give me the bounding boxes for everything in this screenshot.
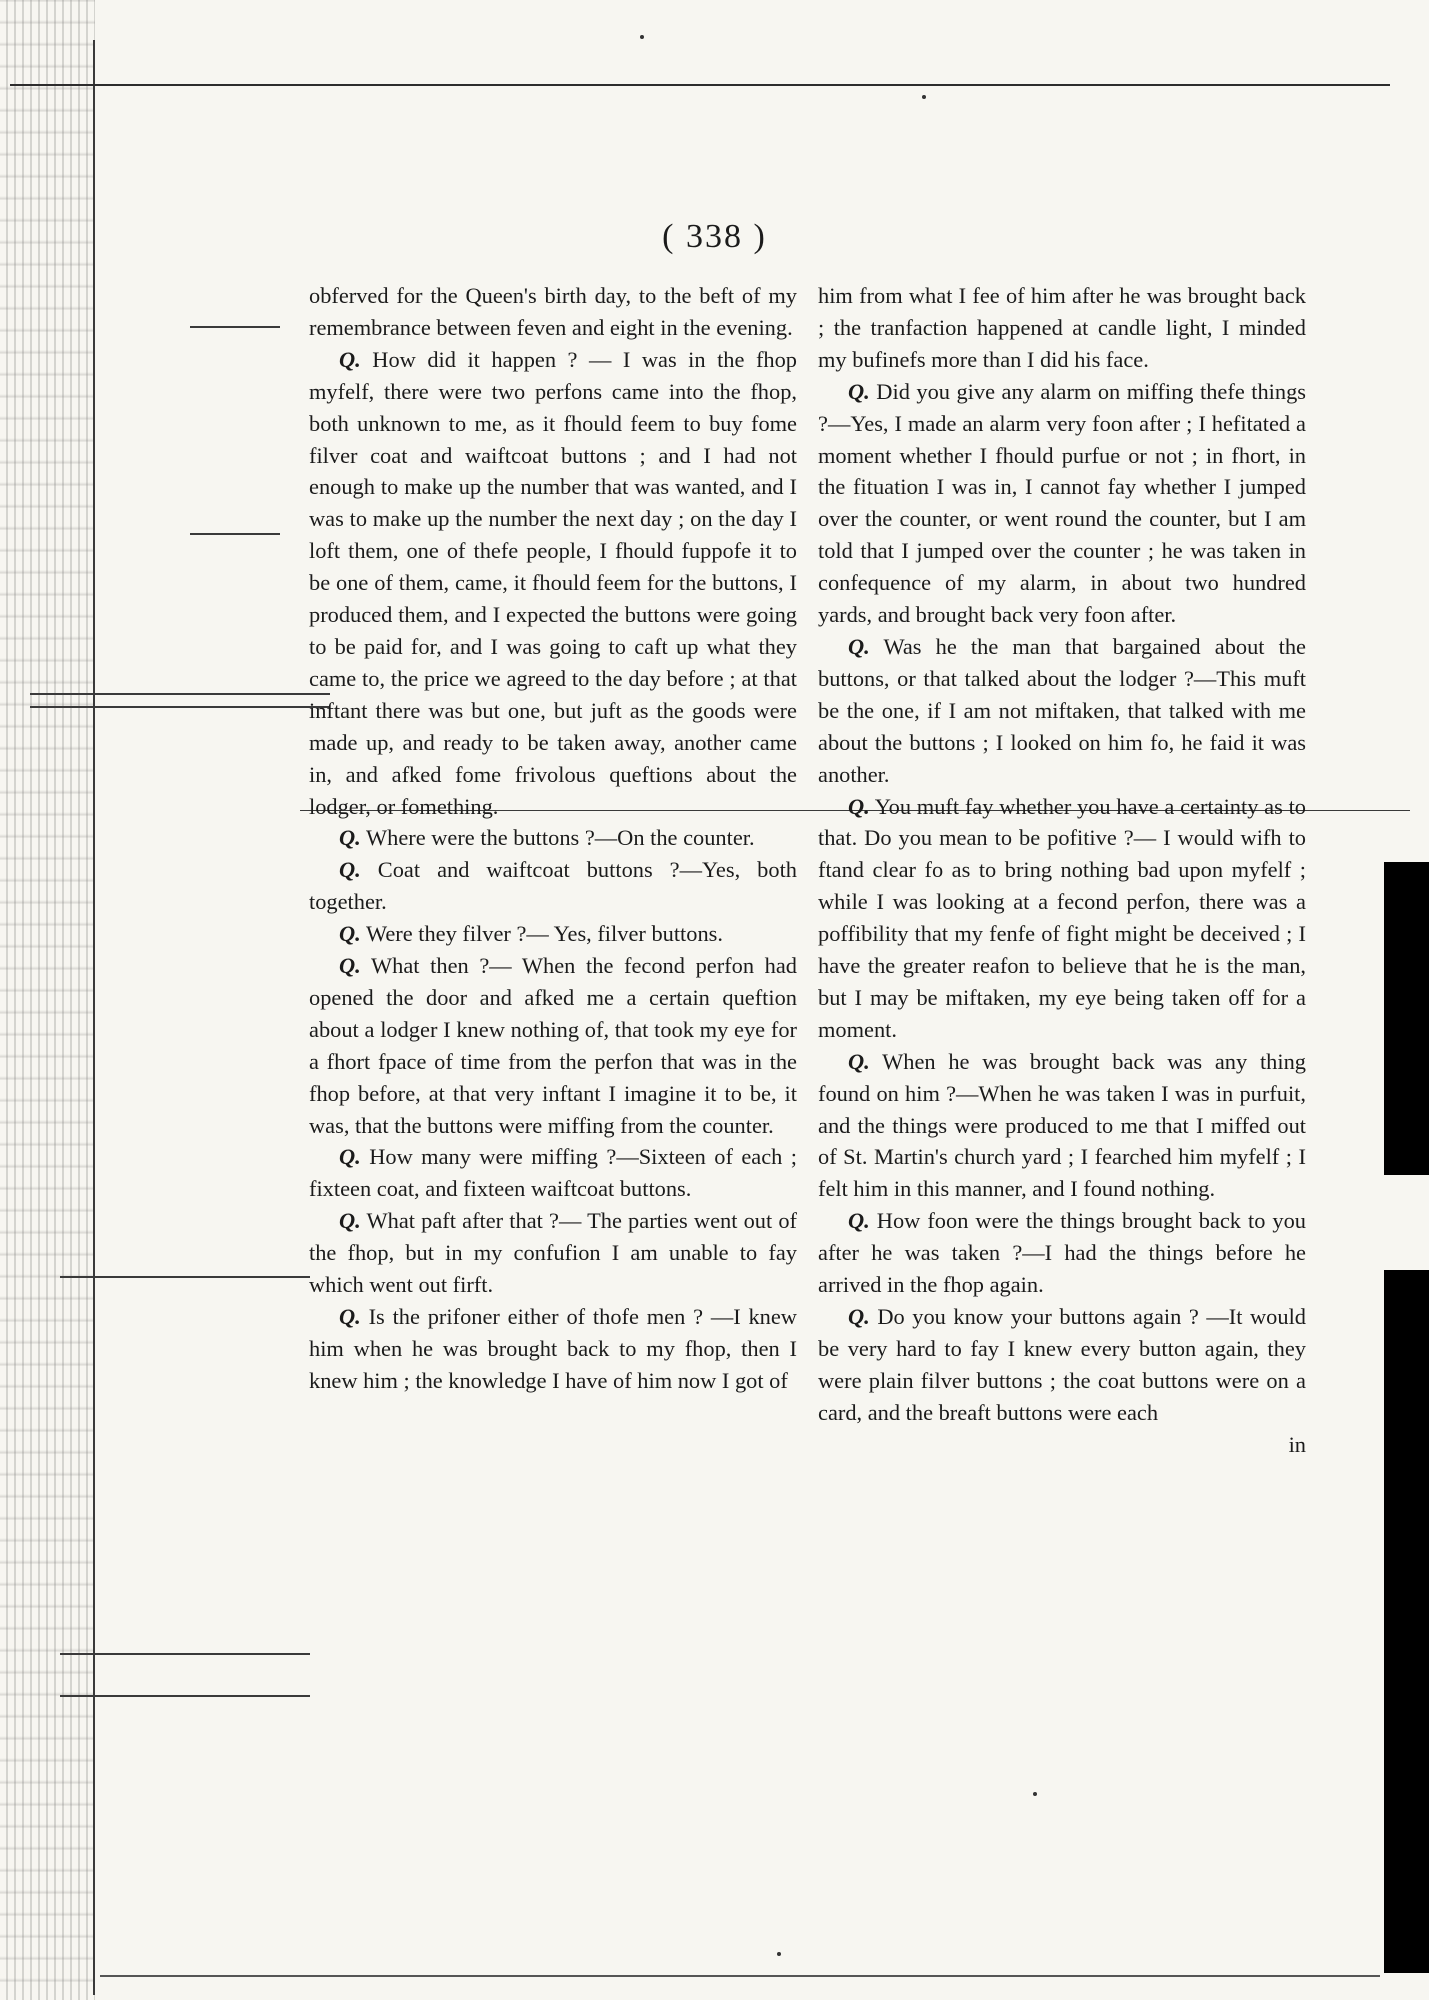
scan-artifact-line bbox=[60, 1276, 310, 1278]
ink-speck bbox=[777, 1952, 781, 1956]
scan-artifact-line bbox=[190, 533, 280, 535]
question-paragraph: Q. Where were the buttons ?—On the counter. bbox=[339, 825, 755, 851]
ink-speck bbox=[1033, 1792, 1037, 1796]
scan-artifact-line bbox=[190, 326, 280, 328]
question-paragraph: Q. You muft fay whether you have a certainty as to that. Do you mean to be pofitive ?— I would wifh to ftand clear fo as to bring nothing bad upon myfelf ; while I was looking at a fecond perfon, there was a poffibility that my fenfe of fight might be deceived ; I have the greater reafon to believe that he is the man, but I may be miftaken, my eye being taken off for a moment. bbox=[818, 793, 1306, 1042]
paragraph: him from what I fee of him after he was brought back ; the tranfaction happened at candle light, I minded my bufinefs more than I did his face. bbox=[818, 283, 1306, 372]
scan-artifact-line bbox=[60, 1653, 310, 1655]
bottom-scan-rule bbox=[100, 1975, 1380, 1977]
question-paragraph: Q. Coat and waiftcoat buttons ?—Yes, both together. bbox=[309, 857, 797, 915]
question-paragraph: Q. What paft after that ?— The parties went out of the fhop, but in my confufion I am unable to fay which went out firft. bbox=[309, 1208, 797, 1298]
scan-artifact-line bbox=[60, 1695, 310, 1697]
question-paragraph: Q. What then ?— When the fecond perfon had opened the door and afked me a certain queftion about a lodger I knew nothing of, that took my eye for a fhort fpace of time from the perfon that was in the fhop before, at that very inftant I imagine it to be, it was, that the buttons were miffing from the counter. bbox=[309, 953, 797, 1138]
question-paragraph: Q. Were they filver ?— Yes, filver buttons. bbox=[339, 921, 723, 947]
book-binding-edge bbox=[0, 0, 95, 2000]
question-paragraph: Q. Is the prifoner either of thofe men ? —I knew him when he was brought back to my fhop, then I knew him ; the knowledge I have of him now I got of bbox=[309, 1304, 797, 1393]
gutter-line bbox=[93, 40, 95, 1995]
question-paragraph: Q. How foon were the things brought back to you after he was taken ?—I had the things before he arrived in the fhop again. bbox=[818, 1208, 1306, 1298]
question-paragraph: Q. Do you know your buttons again ? —It would be very hard to fay I knew every button again, they were plain filver buttons ; the coat buttons were on a card, and the breaft buttons were each bbox=[818, 1304, 1306, 1425]
scan-edge-bar bbox=[1384, 862, 1429, 1175]
ink-speck bbox=[922, 95, 926, 99]
top-scan-rule bbox=[10, 84, 1390, 86]
catchword: in bbox=[1288, 1431, 1306, 1457]
question-paragraph: Q. How did it happen ? — I was in the fhop myfelf, there were two perfons came into the fhop, both unknown to me, as it fhould feem to buy fome filver coat and waiftcoat buttons ; and I had not enough to make up the number that was wanted, and I was to make up the number the next day ; on the day I loft them, one of thefe people, I fhould fuppofe it to be one of them, came, it fhould feem for the buttons, I produced them, and I expected the buttons were going to be paid for, and I was going to caft up what they came to, the price we agreed to the day before ; at that inftant there was but one, but juft as the goods were made up, and ready to be taken away, another came in, and afked fome frivolous queftions about the lodger, or fomething. bbox=[309, 346, 797, 819]
ink-speck bbox=[640, 35, 644, 39]
question-paragraph: Q. How many were miffing ?—Sixteen of each ; fixteen coat, and fixteen waiftcoat buttons. bbox=[309, 1144, 797, 1202]
paragraph: obferved for the Queen's birth day, to the beft of my remembrance between feven and eight in the evening. bbox=[309, 283, 797, 340]
left-column bbox=[309, 280, 797, 1397]
scan-artifact-line bbox=[30, 693, 330, 695]
scan-artifact-line bbox=[30, 706, 330, 708]
question-paragraph: Q. Was he the man that bargained about the buttons, or that talked about the lodger ?—This muft be the one, if I am not miftaken, that talked with me about the buttons ; I looked on him fo, he faid it was another. bbox=[818, 633, 1306, 787]
question-paragraph: Q. When he was brought back was any thing found on him ?—When he was taken I was in purfuit, and the things were produced to me that I miffed out of St. Martin's church yard ; I fearched him myfelf ; I felt him in this manner, and I found nothing. bbox=[818, 1048, 1306, 1202]
right-column bbox=[818, 280, 1306, 1461]
page-number: ( 338 ) bbox=[662, 218, 767, 255]
scan-edge-bar bbox=[1384, 1270, 1429, 1973]
question-paragraph: Q. Did you give any alarm on miffing thefe things ?—Yes, I made an alarm very foon after ; I hefitated a moment whether I fhould purfue or not ; in fhort, in the fituation I was in, I cannot fay whether I jumped over the counter, or went round the counter, but I am told that I jumped over the counter ; he was taken in confequence of my alarm, in about two hundred yards, and brought back very foon after. bbox=[818, 378, 1306, 628]
